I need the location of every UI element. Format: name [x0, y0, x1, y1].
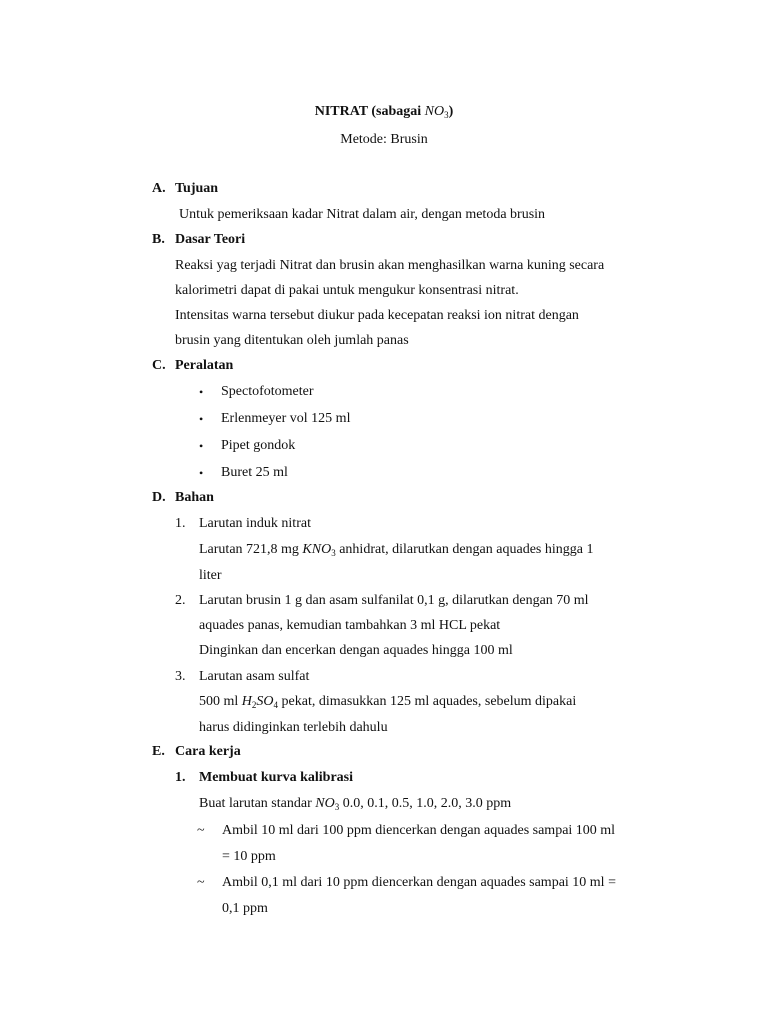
section-c-heading: Peralatan — [175, 358, 234, 373]
material-3-line-2: 500 ml $H_2SO_4$ pekat, dimasukkan 125 ml aquades, sebelum dipakai — [199, 694, 577, 710]
material-2-number: 2. — [175, 593, 186, 608]
material-2-title: Larutan brusin 1 g dan asam sulfanilat 0,1 g, dilarutkan dengan 70 ml — [199, 593, 589, 608]
step-1-line-2: = 10 ppm — [222, 849, 276, 864]
knos-formula: KNO — [302, 542, 332, 557]
tilde-marker: ~ — [197, 875, 205, 890]
section-c-letter: C. — [152, 358, 166, 373]
h2so4-formula-h: H — [241, 694, 252, 709]
material-3-line-3: harus didinginkan terlebih dahulu — [199, 720, 388, 735]
material-3-number: 3. — [175, 669, 186, 684]
material-1-number: 1. — [175, 516, 186, 531]
section-b-heading: Dasar Teori — [175, 232, 246, 247]
equipment-item: Pipet gondok — [221, 438, 296, 453]
step-1-line-1: Ambil 10 ml dari 100 ppm diencerkan dengan aquades sampai 100 ml — [222, 823, 616, 838]
procedure-1-title: Membuat kurva kalibrasi — [199, 770, 354, 785]
section-d-letter: D. — [152, 490, 166, 505]
title-formula: NO — [424, 104, 445, 119]
section-a-heading: Tujuan — [175, 181, 219, 196]
section-d-heading: Bahan — [175, 490, 214, 505]
no3-formula: NO — [315, 796, 335, 811]
procedure-1-number: 1. — [175, 770, 186, 785]
bullet-icon: • — [199, 412, 204, 426]
material-2-line-3: Dinginkan dan encerkan dengan aquades hingga 100 ml — [199, 643, 513, 658]
equipment-item: Spectofotometer — [221, 384, 314, 399]
material-3-title: Larutan asam sulfat — [199, 669, 310, 684]
bullet-icon: • — [199, 466, 204, 480]
bullet-icon: • — [199, 439, 204, 453]
title-formula-subscript: 3 — [444, 110, 449, 120]
step-2-line-1: Ambil 0,1 ml dari 10 ppm diencerkan dengan aquades sampai 10 ml = — [222, 875, 616, 890]
section-b-line-3: Intensitas warna tersebut diukur pada kecepatan reaksi ion nitrat dengan — [175, 308, 579, 323]
document-title — [0, 103, 768, 121]
section-e-letter: E. — [152, 744, 165, 759]
section-b-line-1: Reaksi yag terjadi Nitrat dan brusin akan menghasilkan warna kuning secara — [175, 258, 605, 273]
title-text: NITRAT (sabagai — [314, 104, 425, 119]
equipment-item: Buret 25 ml — [221, 465, 288, 480]
section-a-letter: A. — [152, 181, 166, 196]
method-subtitle: Metode: Brusin — [340, 132, 428, 147]
material-1-line-2: Larutan 721,8 mg $KNO_3$ anhidrat, dilarutkan dengan aquades hingga 1 — [199, 542, 594, 558]
h2so4-formula-so: SO — [256, 694, 274, 709]
title-close: ) — [448, 104, 454, 119]
standard-solution-line: Buat larutan standar $NO_3$ 0.0, 0.1, 0.5, 1.0, 2.0, 3.0 ppm — [199, 796, 512, 812]
step-2-line-2: 0,1 ppm — [222, 901, 268, 916]
material-1-line-3: liter — [199, 568, 222, 583]
tilde-marker: ~ — [197, 823, 205, 838]
material-1-title: Larutan induk nitrat — [199, 516, 311, 531]
section-a-text: Untuk pemeriksaan kadar Nitrat dalam air, dengan metoda brusin — [179, 207, 546, 222]
material-2-line-2: aquades panas, kemudian tambahkan 3 ml HCL pekat — [199, 618, 501, 633]
section-b-line-2: kalorimetri dapat di pakai untuk mengukur konsentrasi nitrat. — [175, 283, 519, 298]
section-b-letter: B. — [152, 232, 165, 247]
equipment-item: Erlenmeyer vol 125 ml — [221, 411, 351, 426]
bullet-icon: • — [199, 385, 204, 399]
section-b-line-4: brusin yang ditentukan oleh jumlah panas — [175, 333, 409, 348]
section-e-heading: Cara kerja — [175, 744, 241, 759]
